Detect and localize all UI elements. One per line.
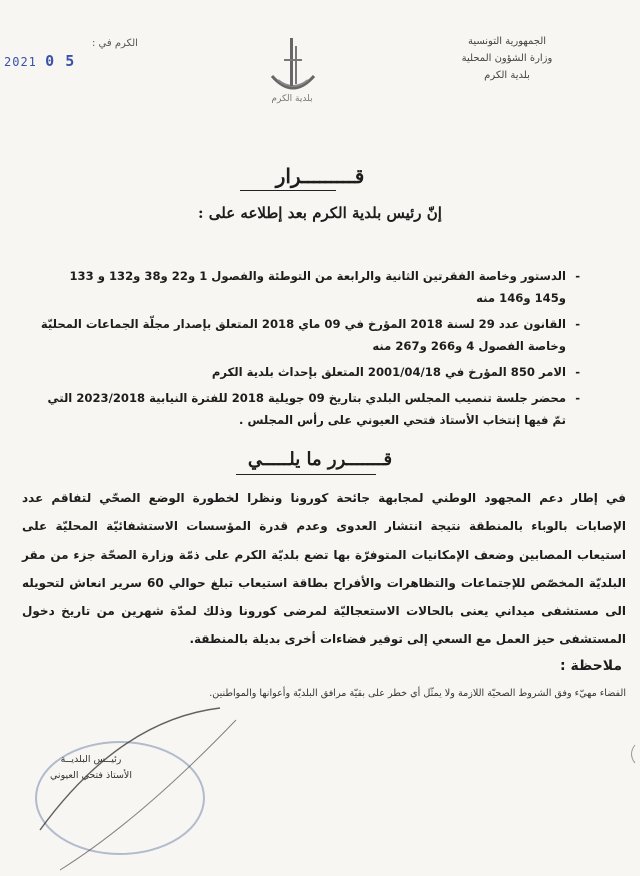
bullet-dash-icon: - xyxy=(575,317,580,331)
list-item: - محضر جلسة تنصيب المجلس البلدي بتاريخ 09 جويلية 2018 للفترة النيابية 2023/2018 التي تمّ فيها إنتخاب الأستاذ فتحي العيوني على رأس المجلس . xyxy=(40,387,580,431)
place-date-label: الكرم في : xyxy=(92,38,138,49)
date-stamp xyxy=(4,52,75,70)
official-stamp-icon xyxy=(0,700,240,876)
republic-line: الجمهورية التونسية xyxy=(467,36,547,47)
decision-heading: قـــــــرر ما يلـــــي xyxy=(247,449,393,470)
signatory-role: رئيــس البلديــة xyxy=(60,754,122,765)
legal-basis-list xyxy=(40,265,580,435)
municipality-line: بلدية الكرم xyxy=(484,70,530,81)
ministry-line: وزارة الشؤون المحلية xyxy=(461,53,553,64)
intro-statement: إنّ رئيس بلدية الكرم بعد إطلاعه على : xyxy=(198,204,442,222)
note-heading: ملاحظة : xyxy=(560,658,622,674)
logo-label: بلدية الكرم xyxy=(271,94,313,104)
decision-underline xyxy=(236,474,376,475)
signatory-name: الأستاذ فتحي العيوني xyxy=(50,770,132,781)
note-text: الفضاء مهيّء وفق الشروط الصحيّة اللازمة ولا يمثّل أي خطر على بقيّة مرافق البلديّة وأعوانها والمواطنين. xyxy=(209,688,626,699)
bullet-dash-icon: - xyxy=(575,269,580,283)
title-underline xyxy=(240,190,336,191)
decision-body: في إطار دعم المجهود الوطني لمجابهة جائحة كورونا ونظرا لخطورة الوضع الصحّي لتفاقم عدد الإصابات بالوباء بالمنطقة نتيجة انتشار العدوى وعدم قدرة المؤسسات الاستشفائيّة المحليّة على استيعاب المصابين وضعف الإمكانيات المتوفرّة بها تضع بلديّة الكرم على ذمّة وزارة الصحّة جزء من مقر البلديّة المخصّص للإجتماعات والتظاهرات والأفراح بطاقة استيعاب تبلغ حوالي 60 سرير انعاش لتحويله الى مستشفى ميداني يعنى بالحالات الاستعجاليّة لمرضى كورونا وذلك لمدّة شهرين من تاريخ دخول المستشفى حيز العمل مع السعي إلى توفير فضاءات أخرى بديلة بالمنطقة. xyxy=(22,491,626,647)
list-item: - الامر 850 المؤرخ في 2001/04/18 المتعلق بإحداث بلدية الكرم xyxy=(40,361,580,383)
signature-block xyxy=(26,752,156,784)
binder-hole-icon xyxy=(627,744,637,764)
bullet-dash-icon: - xyxy=(575,365,580,379)
letterhead xyxy=(432,33,582,84)
document-title: قـــــــــرار xyxy=(275,164,365,188)
date-stamp-day: 0 5 xyxy=(45,52,76,70)
list-item: - الدستور وخاصة الفقرتين الثانية والرابعة من التوطئة والفصول 1 و22 و38 و132 و 133 و145 و146 منه xyxy=(40,265,580,309)
bullet-dash-icon: - xyxy=(575,391,580,405)
date-stamp-year: 2021 xyxy=(4,55,37,69)
list-item: - القانون عدد 29 لسنة 2018 المؤرخ في 09 ماي 2018 المتعلق بإصدار مجلّة الجماعات المحليّة وخاصة الفصول 4 و266 و267 منه xyxy=(40,313,580,357)
